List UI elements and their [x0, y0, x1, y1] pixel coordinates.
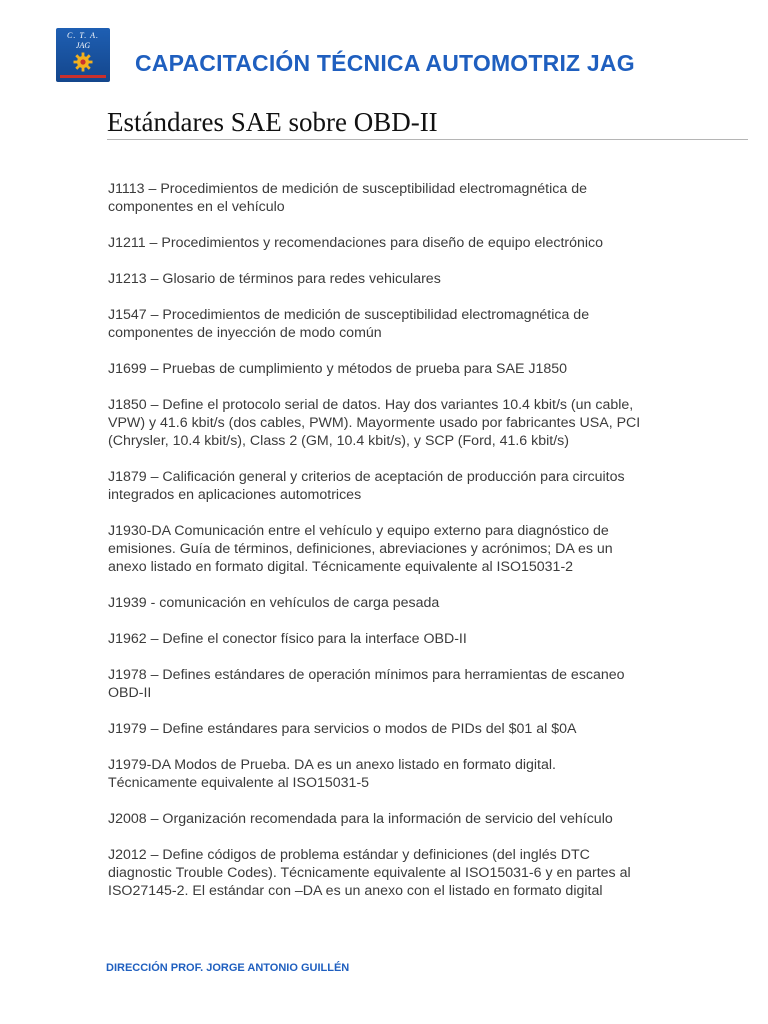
standards-list [108, 180, 648, 918]
brand-title: CAPACITACIÓN TÉCNICA AUTOMOTRIZ JAG [135, 50, 635, 76]
standard-entry-j1699: J1699 – Pruebas de cumplimiento y métodos de prueba para SAE J1850 [108, 361, 568, 377]
standard-entry-j1211: J1211 – Procedimientos y recomendaciones para diseño de equipo electrónico [108, 235, 604, 251]
standard-entry-j1547: J1547 – Procedimientos de medición de susceptibilidad electromagnética de componentes de inyección de modo común [108, 307, 590, 341]
gear-icon [73, 52, 93, 72]
standard-entry-j1939: J1939 - comunicación en vehículos de carga pesada [108, 595, 440, 611]
standard-entry-j2008: J2008 – Organización recomendada para la información de servicio del vehículo [108, 811, 613, 827]
standard-entry-j1113: J1113 – Procedimientos de medición de susceptibilidad electromagnética de componentes en el vehículo [108, 181, 587, 215]
logo-strip [60, 75, 106, 78]
standard-entry-j1213: J1213 – Glosario de términos para redes vehiculares [108, 271, 441, 287]
standard-entry-j1979-da: J1979-DA Modos de Prueba. DA es un anexo listado en formato digital. Técnicamente equivalente al ISO15031-5 [108, 757, 556, 791]
document-title: Estándares SAE sobre OBD-II [107, 107, 438, 137]
logo-text-jag: JAG [75, 41, 91, 50]
standard-entry-j1979: J1979 – Define estándares para servicios o modos de PIDs del $01 al $0A [108, 721, 577, 737]
footer-credit: DIRECCIÓN PROF. JORGE ANTONIO GUILLÉN [106, 962, 350, 974]
company-logo [56, 28, 110, 82]
logo-text-cta: C. T. A. [67, 31, 99, 40]
standard-entry-j1850: J1850 – Define el protocolo serial de datos. Hay dos variantes 10.4 kbit/s (un cable, VPW) y 41.6 kbit/s (dos cables, PWM). Mayormente usado por fabricantes USA, PCI (Chrysler, 10.4 kbit/s), Class 2 (GM, 10.4 kbit/s), y SCP (Ford, 41.6 kbit/s) [108, 397, 641, 449]
standard-entry-j1930-da: J1930-DA Comunicación entre el vehículo y equipo externo para diagnóstico de emisiones. Guía de términos, definiciones, abreviaciones y acrónimos; DA es un anexo listado en formato digital. Técnicamente equivalente al ISO15031-2 [108, 523, 613, 575]
title-divider [107, 139, 748, 140]
standard-entry-j2012: J2012 – Define códigos de problema estándar y definiciones (del inglés DTC diagnostic Trouble Codes). Técnicamente equivalente al ISO15031-6 y en partes al ISO27145-2. El estándar con –DA es un anexo con el listado en formato digital [108, 847, 631, 899]
standard-entry-j1879: J1879 – Calificación general y criterios de aceptación de producción para circuitos integrados en aplicaciones automotrices [108, 469, 625, 503]
standard-entry-j1978: J1978 – Defines estándares de operación mínimos para herramientas de escaneo OBD-II [108, 667, 625, 701]
standard-entry-j1962: J1962 – Define el conector físico para la interface OBD-II [108, 631, 467, 647]
